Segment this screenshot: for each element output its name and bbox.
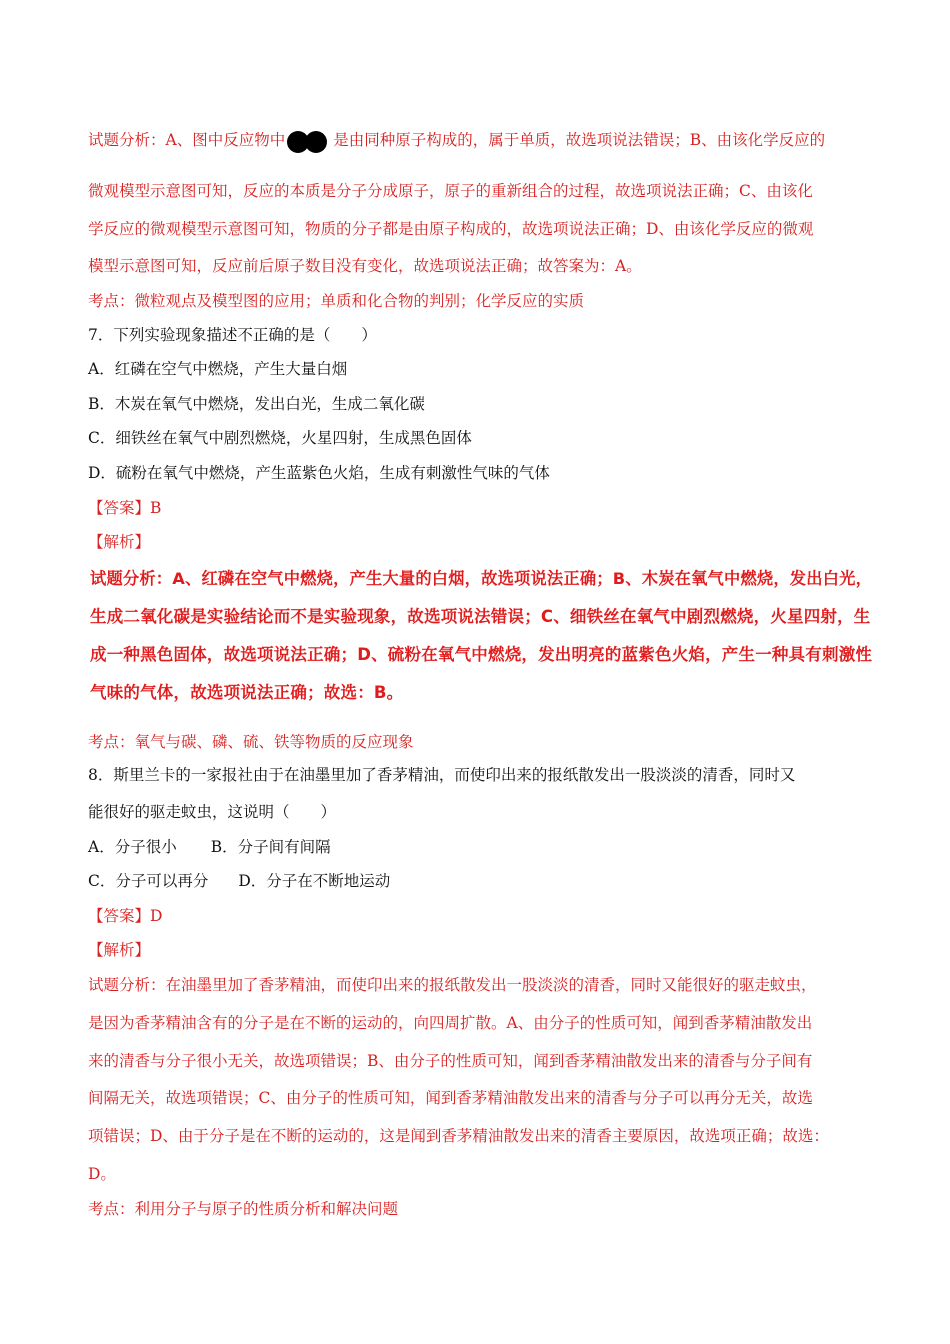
q8-options-row-1 xyxy=(88,837,331,857)
q8-stem-line-2: 能很好的驱走蚊虫，这说明（ ） xyxy=(88,803,337,821)
kaodian-q6: 考点：微粒观点及模型图的应用；单质和化合物的判别；化学反应的实质 xyxy=(88,292,585,310)
kaodian-q7: 考点：氧气与碳、磷、硫、铁等物质的反应现象 xyxy=(88,733,414,751)
q8-analysis-line-1: 试题分析：在油墨里加了香茅精油，而使印出来的报纸散发出一股淡淡的清香，同时又能很好的驱走蚊虫， xyxy=(88,976,817,994)
q7-option-a: A．红磷在空气中燃烧，产生大量白烟 xyxy=(88,360,348,378)
q8-analysis-line-6: D。 xyxy=(88,1165,116,1183)
q8-analysis-line-4: 间隔无关，故选项错误；C、由分子的性质可知，闻到香茅精油散发出来的清香与分子可以再分无关，故选 xyxy=(88,1089,813,1107)
analysis-q6-line-1: 试题分析：A、图中反应物中 是由同种原子构成的，属于单质，故选项说法错误；B、由该化学反应的 xyxy=(88,130,825,151)
q7-option-c: C．细铁丝在氧气中剧烈燃烧，火星四射，生成黑色固体 xyxy=(88,429,472,447)
q8-analysis-line-2: 是因为香茅精油含有的分子是在不断的运动的，向四周扩散。A、由分子的性质可知，闻到香茅精油散发出 xyxy=(88,1014,813,1032)
analysis-q6-line-2: 微观模型示意图可知，反应的本质是分子分成原子，原子的重新组合的过程，故选项说法正确；C、由该化 xyxy=(88,182,813,200)
q8-answer: 【答案】D xyxy=(88,907,163,925)
q7-analysis-label: 【解析】 xyxy=(88,533,151,551)
q8-option-b: B．分子间有间隔 xyxy=(210,838,331,856)
q8-analysis-line-5: 项错误；D、由于分子是在不断的运动的，这是闻到香茅精油散发出来的清香主要原因，故选项正确；故选： xyxy=(88,1127,829,1145)
q8-option-c: C．分子可以再分 xyxy=(88,872,209,890)
q7-answer: 【答案】B xyxy=(88,499,162,517)
q7-option-b: B．木炭在氧气中燃烧，发出白光，生成二氧化碳 xyxy=(88,395,425,413)
q8-options-row-2 xyxy=(88,871,390,891)
q8-analysis-label: 【解析】 xyxy=(88,941,151,959)
q7-option-d: D．硫粉在氧气中燃烧，产生蓝紫色火焰，生成有刺激性气味的气体 xyxy=(88,464,550,482)
analysis-q6-line-3: 学反应的微观模型示意图可知，物质的分子都是由原子构成的，故选项说法正确；D、由该化学反应的微观 xyxy=(88,220,814,238)
q7-analysis-line-3: 成一种黑色固体，故选项说法正确；D、硫粉在氧气中燃烧，发出明亮的蓝紫色火焰，产生一种具有刺激性 xyxy=(90,645,873,664)
q8-option-a: A．分子很小 xyxy=(88,838,177,856)
q8-option-d: D．分子在不断地运动 xyxy=(238,872,391,890)
q7-stem: 7．下列实验现象描述不正确的是（ ） xyxy=(88,326,377,344)
q8-stem-line-1: 8．斯里兰卡的一家报社由于在油墨里加了香茅精油，而使印出来的报纸散发出一股淡淡的清香，同时又 xyxy=(88,766,796,784)
kaodian-q8: 考点：利用分子与原子的性质分析和解决问题 xyxy=(88,1200,399,1218)
q7-analysis-line-4: 气味的气体，故选项说法正确；故选：B。 xyxy=(90,683,404,702)
q8-analysis-line-3: 来的清香与分子很小无关，故选项错误；B、由分子的性质可知，闻到香茅精油散发出来的清香与分子间有 xyxy=(88,1052,813,1070)
diatomic-molecule-icon xyxy=(287,131,331,151)
analysis-q6-line-4: 模型示意图可知，反应前后原子数目没有变化，故选项说法正确；故答案为：A。 xyxy=(88,257,642,275)
q7-analysis-line-1: 试题分析：A、红磷在空气中燃烧，产生大量的白烟，故选项说法正确；B、木炭在氧气中燃烧，发出白光， xyxy=(90,569,873,588)
q7-analysis-line-2: 生成二氧化碳是实验结论而不是实验现象，故选项说法错误；C、细铁丝在氧气中剧烈燃烧，火星四射，生 xyxy=(90,607,871,626)
